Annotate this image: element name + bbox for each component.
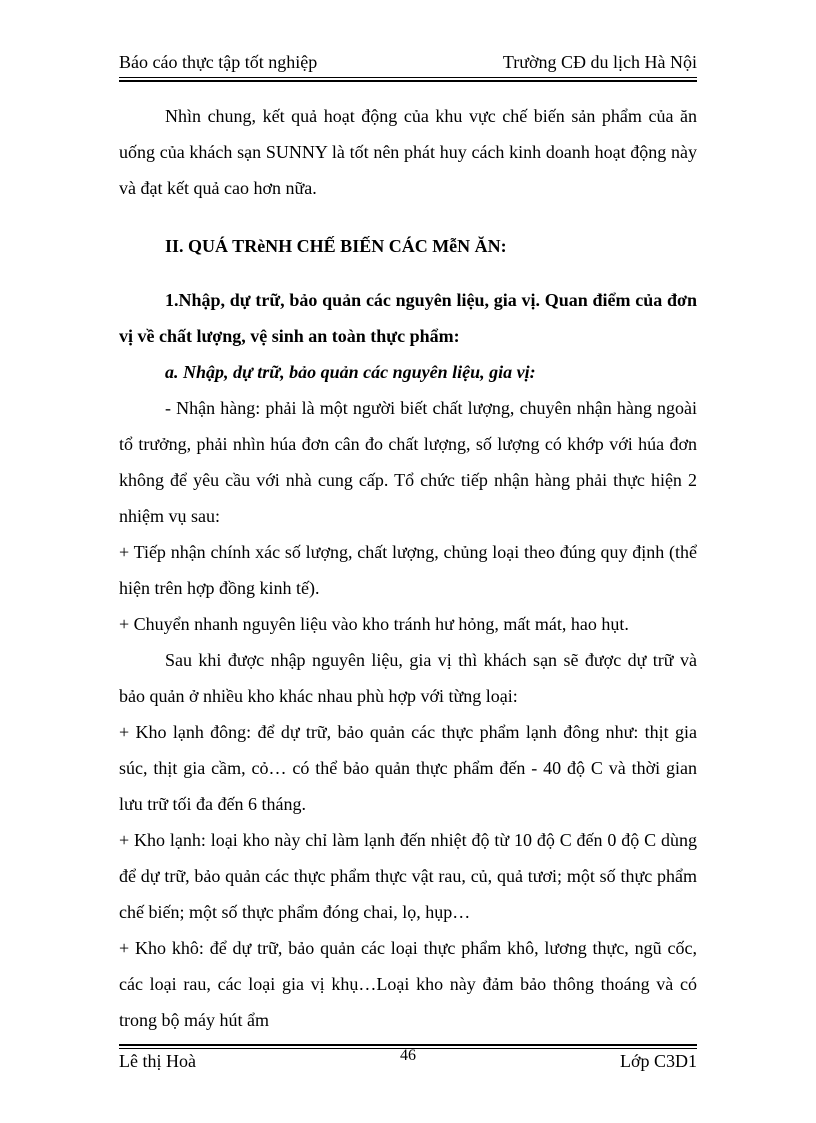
page-header (119, 52, 697, 76)
header-rule (119, 77, 697, 78)
footer-rule-thick (119, 1044, 697, 1046)
footer-author: Lê thị Hoà (119, 1051, 196, 1071)
section-heading: II. QUÁ TRèNH CHẾ BIẾN CÁC MễN ĂN: (165, 236, 507, 256)
subsection-heading: 1.Nhập, dự trữ, bảo quản các nguyên liệu, gia vị. Quan điểm của đơn vị về chất lượng, vệ sinh an toàn thực phẩm: (119, 290, 697, 346)
header-right-title: Trường CĐ du lịch Hà Nội (502, 52, 697, 72)
header-rule-thick (119, 80, 697, 82)
intro-paragraph: Nhìn chung, kết quả hoạt động của khu vực chế biến sản phẩm của ăn uống của khách sạn SUNNY là tốt nên phát huy cách kinh doanh hoạt động này và đạt kết quả cao hơn nữa. (119, 106, 697, 198)
paragraph-cold-store: + Kho lạnh: loại kho này chỉ làm lạnh đến nhiệt độ từ 10 độ C đến 0 độ C dùng để dự trữ, bảo quản các thực phẩm thực vật rau, củ, quả tươi; một số thực phẩm chế biến; một số thực phẩm đóng chai, lọ, hụp… (119, 830, 697, 922)
footer-class: Lớp C3D1 (619, 1051, 697, 1071)
paragraph-freezer: + Kho lạnh đông: để dự trữ, bảo quản các thực phẩm lạnh đông như: thịt gia súc, thịt gia cầm, cỏ… có thể bảo quản thực phẩm đến - 40 độ C và thời gian lưu trữ tối đa đến 6 tháng. (119, 722, 697, 814)
sub-a-heading: a. Nhập, dự trữ, bảo quản các nguyên liệu, gia vị: (165, 362, 536, 382)
page-number: 46 (400, 1047, 416, 1064)
paragraph-storage-intro: Sau khi được nhập nguyên liệu, gia vị thì khách sạn sẽ được dự trữ và bảo quản ở nhiều kho khác nhau phù hợp với từng loại: (119, 650, 697, 706)
paragraph-dry-store: + Kho khô: để dự trữ, bảo quản các loại thực phẩm khô, lương thực, ngũ cốc, các loại rau, các loại gia vị khụ…Loại kho này đảm bảo thông thoáng và có trong bộ máy hút ẩm (119, 938, 697, 1030)
paragraph-receiving: - Nhận hàng: phải là một người biết chất lượng, chuyên nhận hàng ngoài tổ trưởng, phải nhìn húa đơn cân đo chất lượng, số lượng có khớp với húa đơn không để yêu cầu với nhà cung cấp. Tổ chức tiếp nhận hàng phải thực hiện 2 nhiệm vụ sau: (119, 398, 697, 526)
page-footer (119, 1047, 697, 1075)
header-left-title: Báo cáo thực tập tốt nghiệp (119, 52, 318, 72)
page-content (119, 98, 697, 1038)
paragraph-accept-exact: + Tiếp nhận chính xác số lượng, chất lượng, chủng loại theo đúng quy định (thể hiện trên hợp đồng kinh tế). (119, 542, 697, 598)
paragraph-move-fast: + Chuyển nhanh nguyên liệu vào kho tránh hư hỏng, mất mát, hao hụt. (119, 614, 629, 634)
